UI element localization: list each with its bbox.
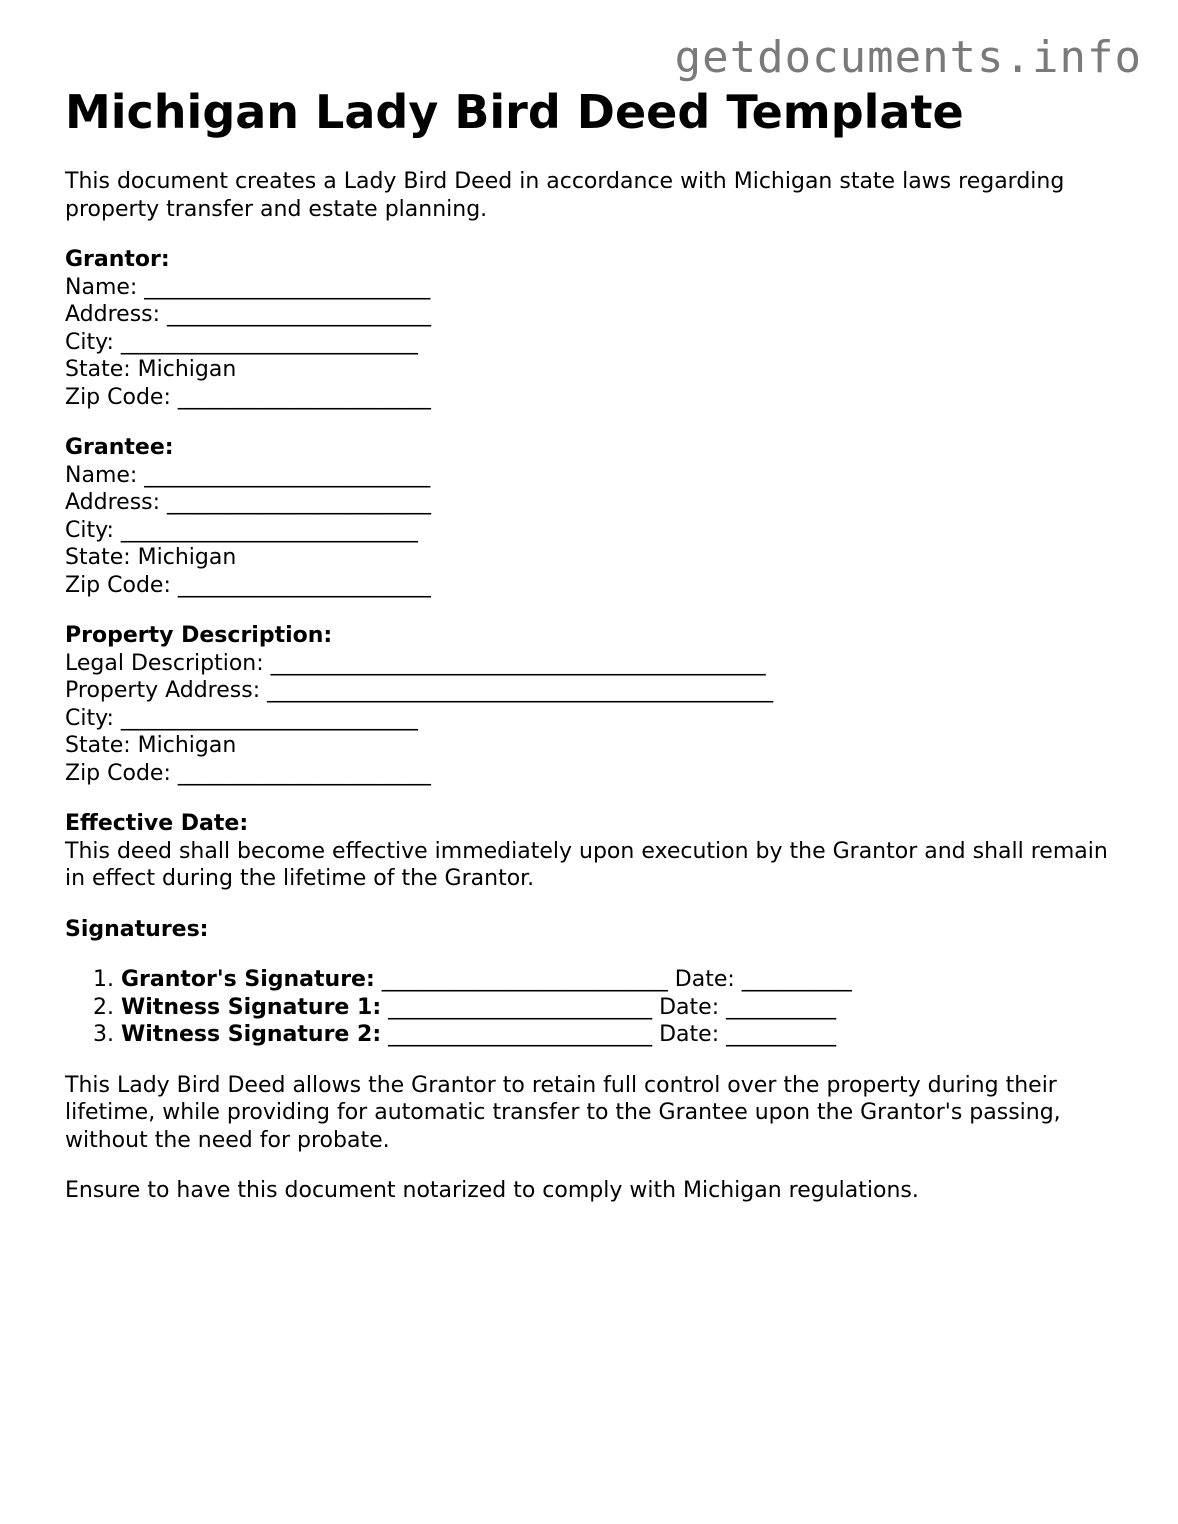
signature-item-witness-1 [93, 994, 1125, 1022]
property-section [65, 622, 1125, 787]
signature-number: 2. [93, 994, 114, 1020]
signature-item-grantor [93, 966, 1125, 994]
grantor-state-field: State: Michigan [65, 357, 237, 382]
intro-paragraph: This document creates a Lady Bird Deed in accordance with Michigan state laws regarding property transfer and estate planning. [65, 169, 1065, 222]
property-heading: Property Description: [65, 623, 333, 648]
grantee-address-field: Address: ________________________ [65, 490, 432, 515]
watermark: getdocuments.info [674, 32, 1142, 83]
grantor-heading: Grantor: [65, 247, 170, 272]
page-title: Michigan Lady Bird Deed Template [65, 85, 964, 139]
property-city-field: City: ___________________________ [65, 705, 418, 731]
signature-label: Witness Signature 2: [121, 1022, 382, 1047]
signature-number: 3. [93, 1022, 114, 1047]
signature-item-witness-2 [93, 1021, 1125, 1049]
grantee-section [65, 434, 1125, 599]
grantee-zip-field: Zip Code: _______________________ [65, 572, 431, 598]
property-legal-description-field: Legal Description: _____________________________________________ [65, 650, 766, 676]
grantor-city-field: City: ___________________________ [65, 329, 418, 355]
grantor-section [65, 246, 1125, 411]
signature-blank: ________________________ Date: __________ [381, 994, 837, 1020]
grantor-zip-field: Zip Code: _______________________ [65, 384, 431, 410]
property-address-field: Property Address: ______________________________________________ [65, 678, 774, 703]
grantee-state-field: State: Michigan [65, 545, 237, 570]
signature-blank: ________________________ Date: __________ [381, 1022, 837, 1047]
signature-list [65, 966, 1125, 1049]
closing-paragraph: This Lady Bird Deed allows the Grantor to retain full control over the property during their lifetime, while providing for automatic transfer to the Grantee upon the Grantor's passing, without the need for probate. [65, 1072, 1061, 1153]
effective-date-section [65, 810, 1125, 893]
property-state-field: State: Michigan [65, 733, 237, 758]
grantor-name-field: Name: __________________________ [65, 274, 431, 300]
grantee-name-field: Name: __________________________ [65, 462, 431, 488]
signatures-heading: Signatures: [65, 916, 209, 942]
document-page [65, 86, 1125, 1205]
grantor-address-field: Address: ________________________ [65, 302, 432, 327]
effective-date-heading: Effective Date: [65, 811, 249, 836]
signature-number: 1. [93, 967, 114, 992]
notary-paragraph: Ensure to have this document notarized to comply with Michigan regulations. [65, 1178, 919, 1203]
signature-label: Witness Signature 1: [121, 994, 382, 1020]
signatures-section [65, 916, 1125, 1049]
property-zip-field: Zip Code: _______________________ [65, 760, 431, 786]
grantee-city-field: City: ___________________________ [65, 517, 418, 543]
signature-blank: __________________________ Date: __________ [374, 967, 852, 992]
effective-date-text: This deed shall become effective immediately upon execution by the Grantor and shall remain in effect during the lifetime of the Grantor. [65, 838, 1108, 891]
grantee-heading: Grantee: [65, 435, 174, 460]
signature-label: Grantor's Signature: [121, 967, 375, 992]
